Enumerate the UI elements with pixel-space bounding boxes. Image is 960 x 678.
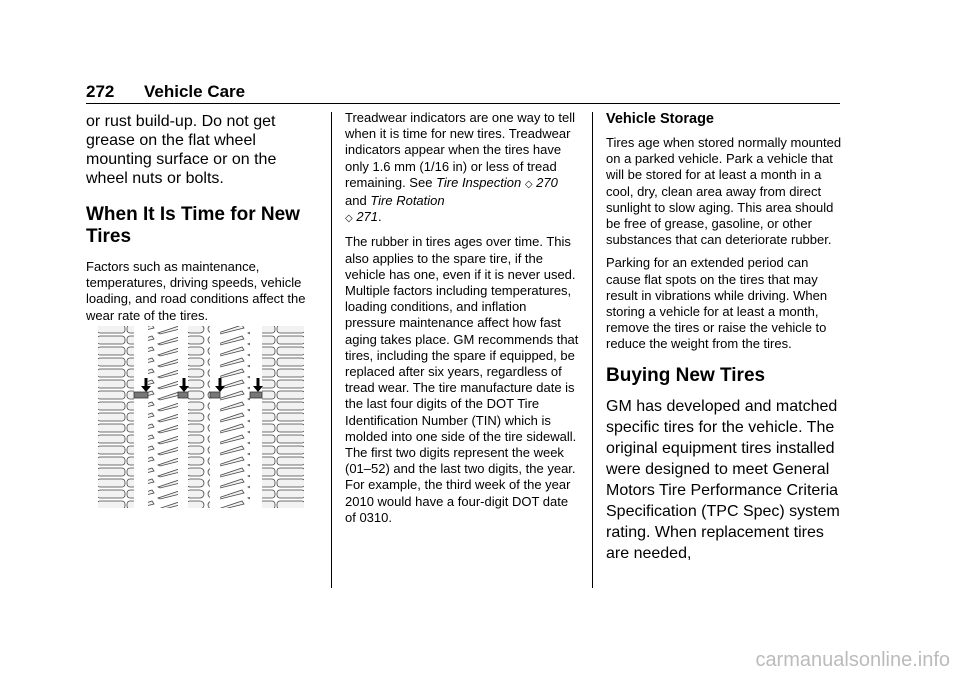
heading-buying-new-tires: Buying New Tires [606, 364, 766, 386]
continued-text: or rust build-up. Do not get grease on the flat wheel mounting surface or on the wheel nuts or bolts. [86, 113, 277, 187]
treadwear-paragraph [345, 110, 579, 227]
column-2 [345, 110, 579, 533]
ref-tire-rotation[interactable]: Tire Rotation [370, 193, 445, 209]
treadwear-text: Treadwear indicators are one way to tell when it is time for new tires. Treadwear indicators appear when the tires have only 1.6 mm (1/16 in) or less of tread remaining. See [345, 110, 576, 190]
column-3 [606, 110, 842, 564]
storage-paragraph-2: Parking for an extended period can cause flat spots on the tires that may result in vibrations while driving. When storing a vehicle for at least a month, remove the tires or raise the vehicle to reduce the weight from the tires. [606, 255, 828, 352]
column-divider-2 [592, 112, 593, 588]
column-divider-1 [331, 112, 332, 588]
section-title: Vehicle Care [144, 82, 246, 101]
ref-page-271[interactable]: 271 [356, 209, 379, 225]
tire-aging-paragraph: The rubber in tires ages over time. This also applies to the spare tire, if the vehicle has one, even if it is never used. Multiple factors including temperatures, loading conditions, and inflation pressure maintenance affect how fast aging takes place. GM recommends that tires, including the spare if equipped, be replaced after six years, regardless of tread wear. The tire manufacture date is the last four digits of the DOT Tire Identification Number (TIN) which is molded into one side of the tire sidewall. The first two digits represent the week (01–52) and the last two digits, the year. For example, the third week of the year 2010 would have a four-digit DOT date of 0310. [345, 234, 579, 525]
wear-factors-paragraph: Factors such as maintenance, temperatures, driving speeds, vehicle loading, and road conditions affect the wear rate of the tires. [86, 259, 306, 323]
buying-paragraph: GM has developed and matched specific tires for the vehicle. The original equipment tires installed were designed to meet General Motors Tire Performance Criteria Specification (TPC Spec) system rating. When replacement tires are needed, [606, 397, 840, 562]
ref-tire-inspection[interactable]: Tire Inspection [436, 174, 522, 190]
heading-new-tires: When It Is Time for New Tires [86, 204, 300, 247]
storage-paragraph-1: Tires age when stored normally mounted on a parked vehicle. Park a vehicle that will be stored for at least a month in a cool, dry, clean area away from direct sunlight to slow aging. This area should be free of grease, gasoline, or other substances that can deteriorate rubber. [606, 135, 842, 248]
period-text: . [378, 209, 382, 225]
column-1 [86, 112, 318, 331]
page-ref-arrow-icon: ◇ [345, 213, 353, 225]
and-text: and [345, 193, 371, 209]
watermark: carmanualsonline.info [755, 649, 950, 671]
page-ref-arrow-icon: ◇ [524, 178, 533, 190]
tread-wear-indicator-icon [96, 324, 310, 510]
heading-vehicle-storage: Vehicle Storage [606, 111, 714, 127]
page-number: 272 [86, 82, 115, 101]
header-rule [86, 103, 840, 104]
ref-page-270[interactable]: 270 [536, 174, 558, 190]
page-header [86, 82, 245, 102]
